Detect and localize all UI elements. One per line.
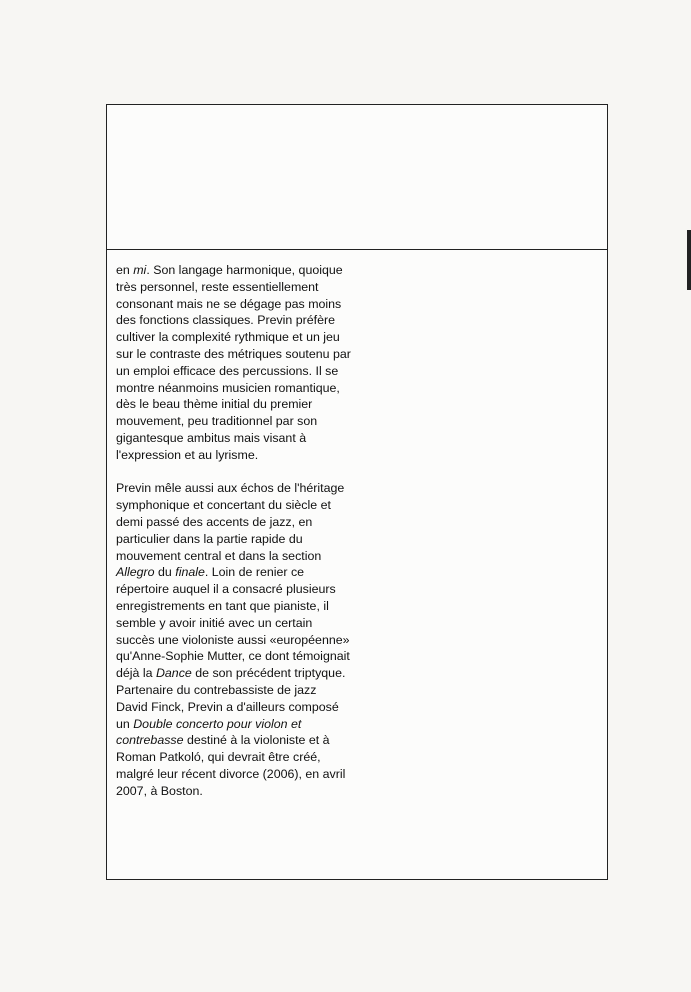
text-column: [116, 262, 351, 800]
text-run-italic: finale: [175, 565, 205, 580]
page-frame: [106, 104, 608, 880]
empty-header-box: [107, 105, 607, 250]
text-run: de son précédent triptyque. Partenaire du contrebassiste de jazz David Finck, Previn a d'ailleurs composé un: [116, 666, 346, 731]
text-run-italic: mi: [133, 263, 147, 277]
text-run: du: [154, 565, 176, 580]
text-run: Previn mêle aussi aux échos de l'héritage symphonique et concertant du siècle et demi passé des accents de jazz, en particulier dans la partie rapide du mouvement central et dans la section: [116, 481, 345, 563]
text-run: destiné à la violoniste et à Roman Patkoló, qui devrait être créé, malgré leur récent divorce (2006), en avril 2007, à Boston.: [116, 733, 346, 798]
page-edge-mark: [687, 230, 691, 290]
text-run: . Loin de renier ce répertoire auquel il a consacré plusieurs enregistrements en tant que pianiste, il semble y avoir initié avec un certain succès une violoniste aussi «européenne» qu'Anne-Sophie Mutter, ce dont témoignait déjà la: [116, 565, 350, 681]
text-run-italic: Double concerto pour violon et contrebasse: [116, 716, 302, 748]
text-run: en: [116, 263, 134, 277]
text-run-italic: Dance: [155, 666, 192, 681]
text-run: . Son langage harmonique, quoique très personnel, reste essentiellement consonant mais ne se dégage pas moins des fonctions classiques. Previn préfère cultiver la complexité rythmique et un jeu sur le contraste des métriques soutenu par un emploi efficace des percussions. Il se montre néanmoins musicien romantique, dès le beau thème initial du premier mouvement, peu traditionnel par son gigantesque ambitus mais visant à l'expression et au lyrisme.: [116, 263, 351, 462]
text-run-italic: Allegro: [116, 565, 155, 580]
paragraph-1: [116, 262, 351, 464]
paragraph-2: [116, 480, 351, 799]
